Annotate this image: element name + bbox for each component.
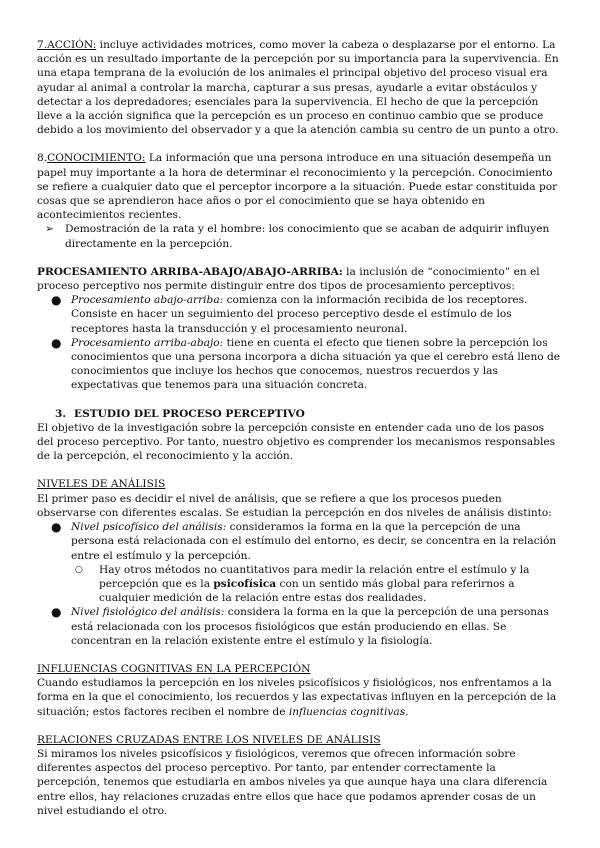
circle-bullet-icon: ○ <box>75 564 83 575</box>
item-label: Nivel psicofísico del análisis: <box>71 521 227 534</box>
item-text: tiene en cuenta el efecto que tienen sobre la percepción los conocimientos que una persona incorpora a dicha situación ya que el cerebro está lleno de conocimientos que incluye los hechos que conocemos, nuestros recuerdos y las expectativas que tenemos para una situación concreta. <box>71 336 561 392</box>
list-item <box>51 293 561 336</box>
item-text: consideramos la forma en la que la percepción de una persona está relacionada con el estímulo del entorno, es decir, se concentra en la relación entre el estímulo y la percepción. <box>71 521 557 562</box>
section-relaciones <box>37 733 561 818</box>
section-text: La información que una persona introduce en una situación desempeña un papel muy importante a la hora de determinar el reconocimiento y la percepción. Conocimiento se refiere a cualquier dato que el perceptor incorpore a la situación. Puede estar constituida por cosas que se aprendieron hace años o por el conocimiento que se haya obtenido en acontecimientos recientes. <box>37 152 558 222</box>
item-text: considera la forma en la que la percepción de una personas está relacionada con los procesos fisiológicos que están produciendo en ellas. Se concentran en la relación existente entre el estímulo y la fisiología. <box>71 606 549 647</box>
section-title: INFLUENCIAS COGNITIVAS EN LA PERCEPCIÓN <box>37 662 311 675</box>
list-item <box>51 520 561 563</box>
item-text: comienza con la información recibida de los receptores. Consiste en hacer un seguimiento del proceso perceptivo desde el estímulo de los receptores hasta la transducción y el procesamiento neuronal. <box>71 294 528 335</box>
sub-item-text: Hay otros métodos no cuantitativos para medir la relación entre el estímulo y la percepción que es la <box>99 563 530 590</box>
section-accion <box>37 38 561 137</box>
list-item <box>51 605 561 648</box>
section-number: 3. <box>55 407 67 420</box>
section-estudio <box>37 407 561 464</box>
document-page <box>37 38 561 818</box>
section-conocimiento <box>37 151 561 250</box>
bullet-icon: ● <box>51 335 62 350</box>
item-label: Procesamiento arriba-abajo: <box>71 336 224 349</box>
arrow-bullet-icon: ➢ <box>45 223 54 236</box>
section-text-end: . <box>405 705 409 718</box>
section-title: ESTUDIO DEL PROCESO PERCEPTIVO <box>74 407 305 420</box>
section-text: El objetivo de la investigación sobre la percepción consiste en entender cada uno de los pasos del proceso perceptivo. Por tanto, nuestro objetivo es comprender los mecanismos responsables de la percepción, el reconocimiento y la acción. <box>37 421 556 463</box>
section-procesamiento <box>37 265 561 393</box>
bullet-list <box>37 520 561 563</box>
section-number: 8. <box>37 152 48 165</box>
item-label: Procesamiento abajo-arriba: <box>71 294 224 307</box>
section-title: CONOCIMIENTO: <box>47 152 146 165</box>
bullet-list <box>37 293 561 392</box>
arrow-list-item <box>45 222 561 250</box>
section-niveles <box>37 477 561 647</box>
section-title: ACCIÓN: <box>47 39 97 51</box>
section-text: Si miramos los niveles psicofísicos y fisiológicos, veremos que ofrecen información sobre diferentes aspectos del proceso perceptivo. Por tanto, par entender correctamente la percepción, tenemos que estudiarla en ambos niveles ya que aunque haya una clara diferencia entre ellos, hay relaciones cruzadas entre ellos que hace que podamos aprender cosas de un nivel estudiando el otro. <box>37 747 548 817</box>
sub-item-bold: psicofísica <box>213 577 277 590</box>
arrow-item-text: Demostración de la rata y el hombre: los conocimiento que se acaban de adquirir influyen directamente en la percepción. <box>65 223 550 250</box>
section-italic-term: influencias cognitivas <box>288 705 406 718</box>
sub-list-item <box>75 563 561 606</box>
section-number: 7. <box>37 39 48 51</box>
item-label: Nivel fisiológico del análisis: <box>71 606 225 619</box>
list-item <box>51 336 561 393</box>
sub-item-text-end: con un sentido más global para referirnos a cualquier medición de la relación entre estas dos realidades. <box>99 577 515 605</box>
section-influencias <box>37 662 561 719</box>
bullet-icon: ● <box>51 293 62 308</box>
section-heading <box>55 407 561 421</box>
section-text: Cuando estudiamos la percepción en los niveles psicofísicos y fisiológicos, nos enfrentamos a la forma en la que el conocimiento, los recuerdos y las expectativas influyen en la percepción de la situación; estos factores reciben el nombre de <box>37 677 557 718</box>
bullet-icon: ● <box>51 605 62 620</box>
sub-bullet-list <box>37 563 561 606</box>
section-text: incluye actividades motrices, como mover la cabeza o desplazarse por el entorno. La acción es un resultado importante de la percepción por su importancia para la supervivencia. En una etapa temprana de la evolución de los animales el principal objetivo del proceso visual era ayudar al animal a controlar la marcha, capturar a sus presas, ayudarle a evitar obstáculos y detectar a los depredadores; esenciales para la supervivencia. El hecho de que la percepción lleve a la acción significa que la percepción es un proceso en continuo cambio que se produce debido a los movimiento del observador y a que la atención cambia su centro de un punto a otro. <box>37 39 559 137</box>
section-text: El primer paso es decidir el nivel de análisis, que se refiere a que los procesos pueden observarse con diferentes escalas. Se estudian la percepción en dos niveles de análisis distinto: <box>37 492 552 519</box>
bullet-icon: ● <box>51 520 62 535</box>
section-text: la inclusión de “conocimiento” en el proceso perceptivo nos permite distinguir entre dos tipos de procesamiento perceptivos: <box>37 265 540 293</box>
bullet-list <box>37 605 561 648</box>
section-title: NIVELES DE ANÁLISIS <box>37 478 166 491</box>
section-title: RELACIONES CRUZADAS ENTRE LOS NIVELES DE ANÁLISIS <box>37 733 381 746</box>
section-title: PROCESAMIENTO ARRIBA-ABAJO/ABAJO-ARRIBA: <box>37 265 343 278</box>
